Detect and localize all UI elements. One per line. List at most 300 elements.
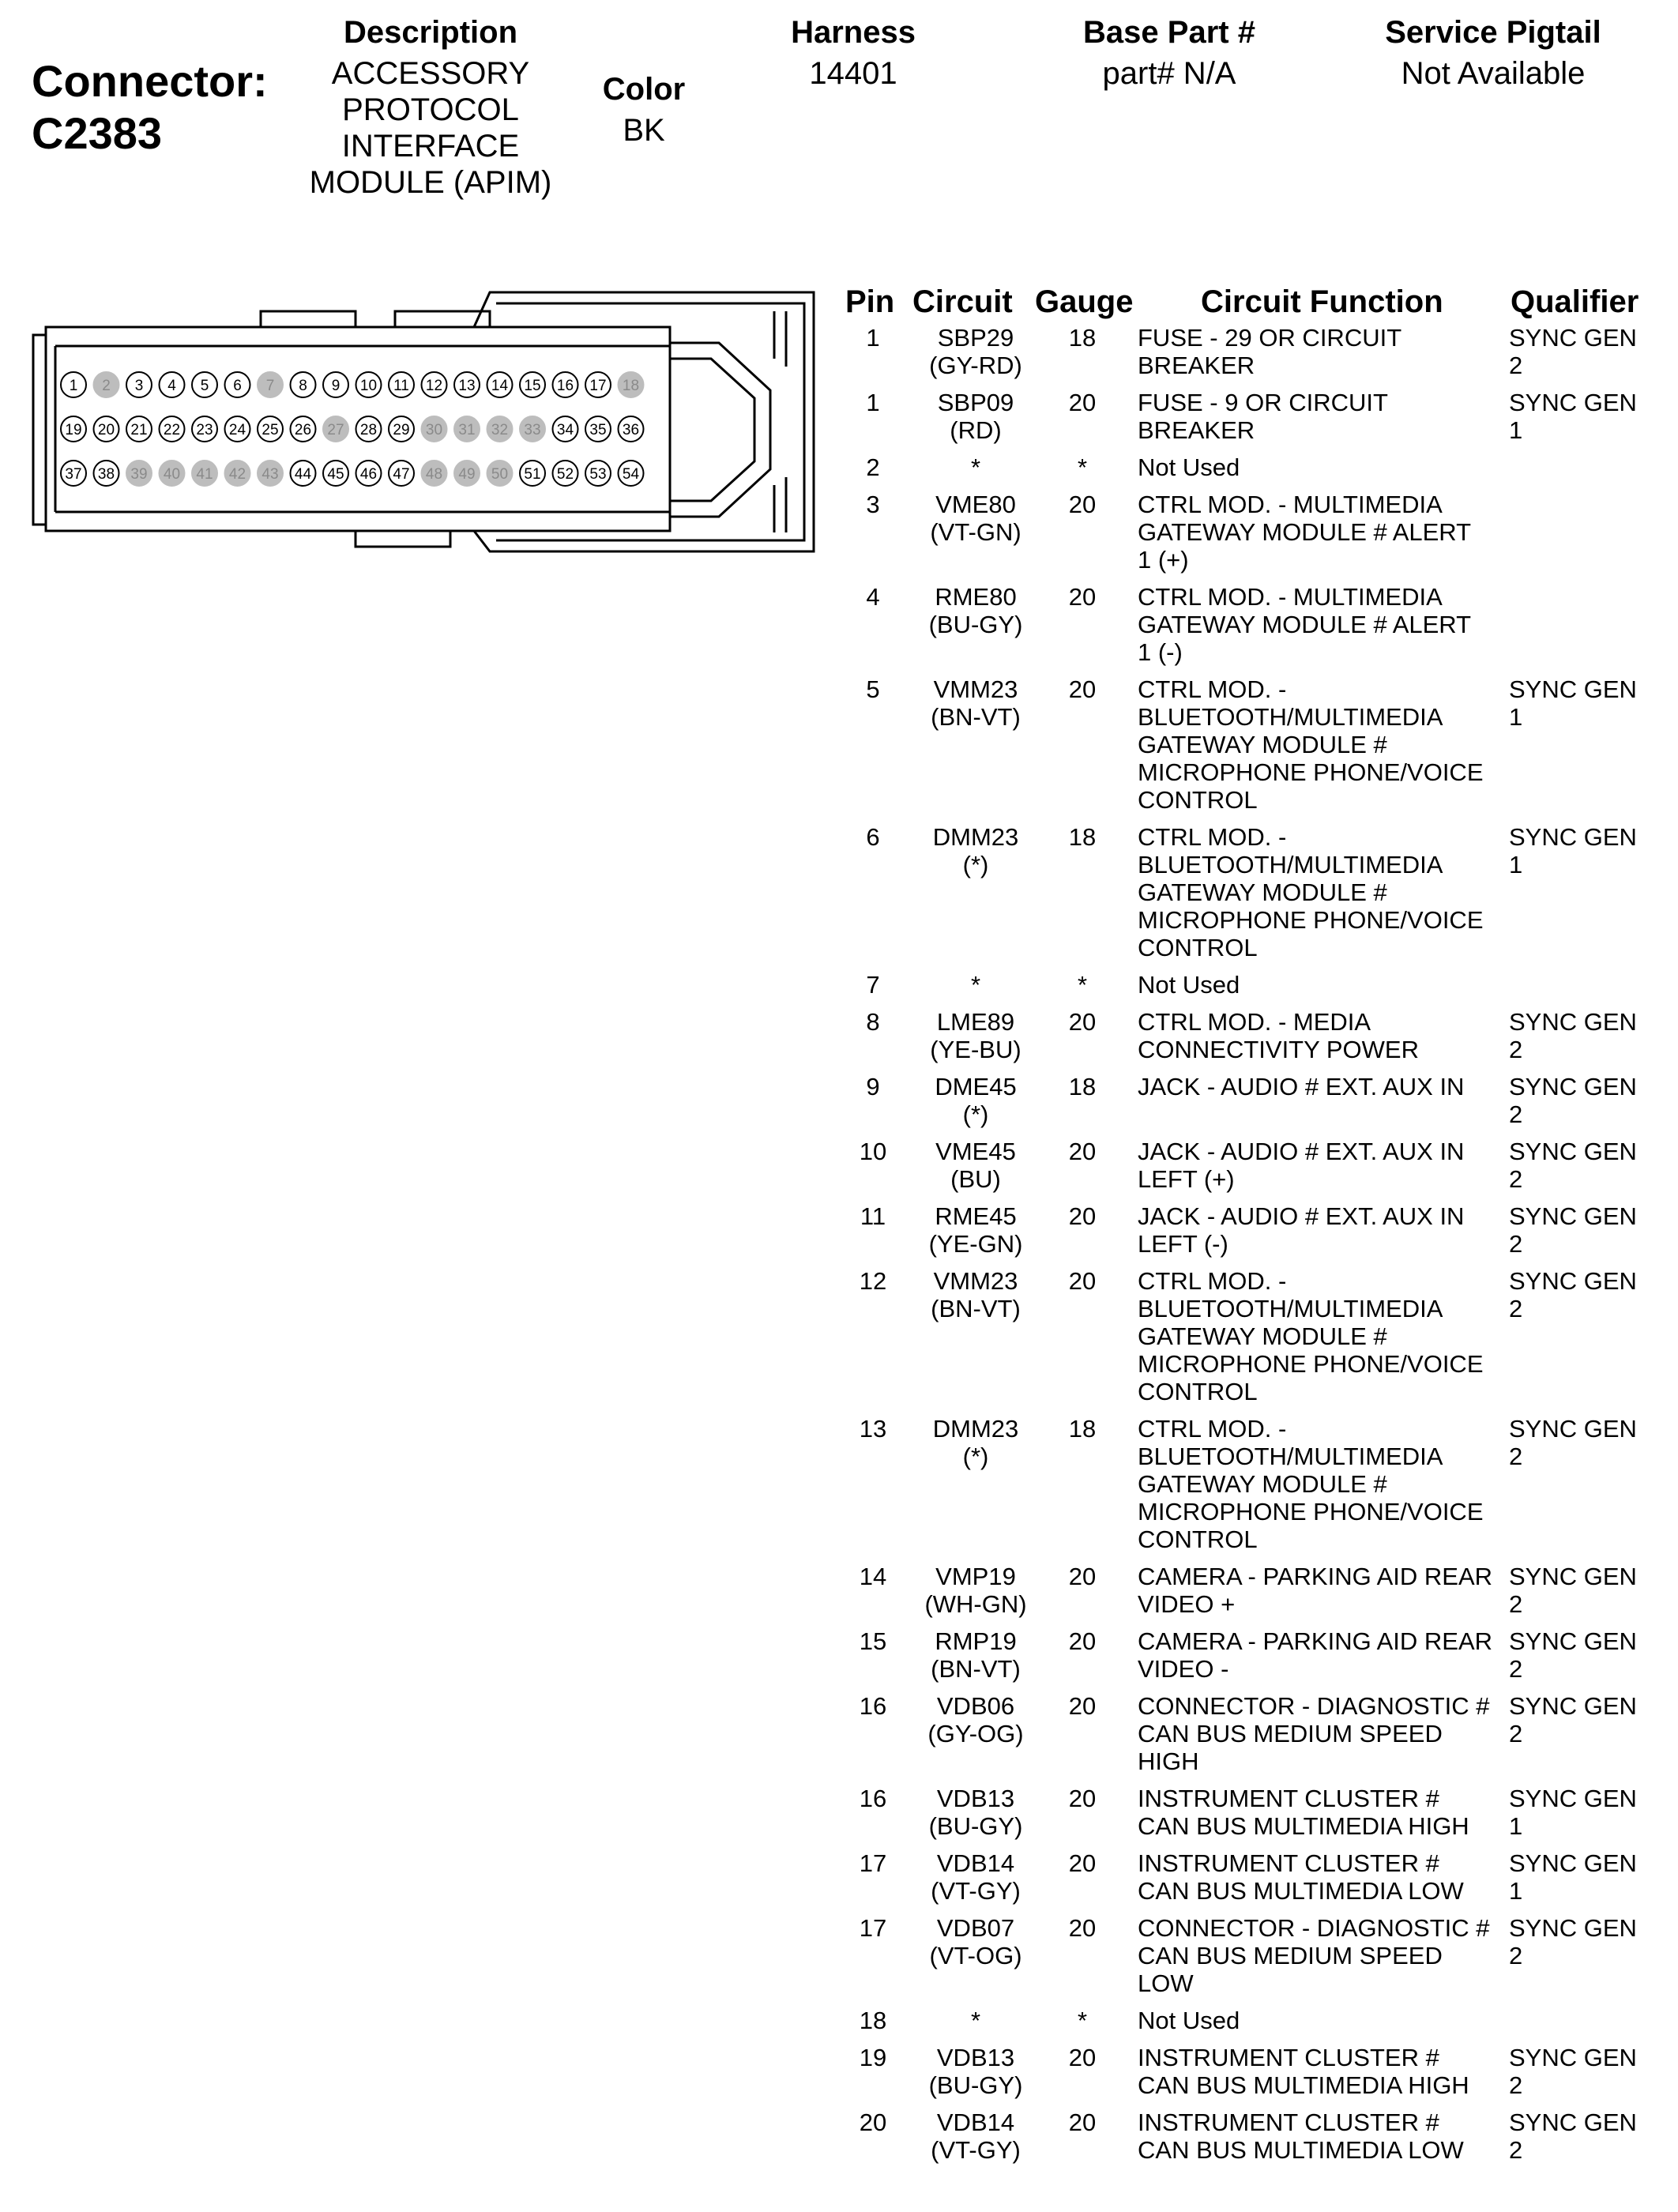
cell-line: VDB13 (936, 1785, 1015, 1812)
cell-line: DMM23 (932, 823, 1019, 851)
cell-line: (GY-RD) (929, 352, 1022, 379)
cell-line: VMP19 (935, 1563, 1016, 1590)
pin-number: 43 (261, 466, 279, 483)
function-cell (1138, 389, 1509, 444)
circuit-cell (912, 389, 1039, 444)
circuit-cell (912, 2109, 1039, 2164)
pin-number: 14 (491, 378, 509, 394)
connector-pin-3 (126, 372, 152, 397)
gauge-cell: 20 (1068, 389, 1097, 416)
table-row (845, 1563, 1675, 1618)
cell-line: GATEWAY MODULE # (1138, 731, 1387, 758)
table-row (845, 1627, 1675, 1683)
table-header (845, 284, 1675, 324)
connector-pin-43 (258, 461, 283, 486)
cell-line: BREAKER (1138, 416, 1255, 444)
connector-pin-28 (356, 416, 382, 442)
cell-line: SYNC GEN (1509, 1563, 1637, 1590)
pin-number: 54 (622, 466, 640, 483)
cell-line: CONNECTIVITY POWER (1138, 1036, 1419, 1063)
table-row (845, 971, 1675, 999)
gauge-cell: 18 (1068, 1073, 1097, 1100)
table-row (845, 2109, 1675, 2164)
circuit-cell (912, 971, 1039, 999)
cell-line: VDB06 (936, 1692, 1015, 1720)
pin-number: 26 (294, 422, 312, 438)
connector-pin-42 (225, 461, 250, 486)
pin-cell: 1 (866, 389, 880, 416)
function-cell (1138, 1073, 1509, 1100)
table-row (845, 2044, 1675, 2099)
cell-line: (*) (962, 851, 989, 878)
table-row (845, 1267, 1675, 1405)
cell-line: SBP09 (937, 389, 1014, 416)
connector-pin-33 (520, 416, 545, 442)
cell-line: RME45 (935, 1202, 1017, 1230)
cell-line: GATEWAY MODULE # (1138, 878, 1387, 906)
pin-number: 34 (556, 422, 574, 438)
table-row (845, 1138, 1675, 1193)
cell-line: VDB14 (936, 1849, 1015, 1877)
connector-pin-13 (454, 372, 480, 397)
cell-line: SYNC GEN (1509, 1138, 1637, 1165)
cell-line: VIDEO - (1138, 1655, 1229, 1683)
circuit-cell (912, 491, 1039, 546)
cell-line: LEFT (+) (1138, 1165, 1235, 1193)
cell-line: (BU-GY) (928, 611, 1023, 638)
cell-line: LEFT (-) (1138, 1230, 1228, 1258)
connector-pin-31 (454, 416, 480, 442)
cell-line: 1 (1509, 851, 1523, 878)
connector-left-tab (33, 335, 46, 525)
qualifier-cell (1509, 1849, 1675, 1905)
circuit-cell (912, 1563, 1039, 1618)
pin-number: 10 (359, 378, 378, 394)
color-value: BK (623, 113, 665, 148)
cell-line: 2 (1509, 1655, 1523, 1683)
qualifier-cell (1509, 1914, 1675, 1969)
qualifier-cell (1509, 1563, 1675, 1618)
cell-line: MICROPHONE PHONE/VOICE (1138, 1350, 1484, 1378)
connector-pin-36 (619, 416, 644, 442)
cell-line: SYNC GEN (1509, 1692, 1637, 1720)
cell-line: (VT-GY) (931, 1877, 1021, 1905)
pin-number: 41 (196, 466, 213, 483)
connector-pin-52 (553, 461, 578, 486)
gauge-cell: 20 (1068, 1692, 1097, 1720)
pin-cell: 18 (859, 2007, 887, 2034)
qualifier-cell (1509, 389, 1675, 444)
pin-cell: 15 (859, 1627, 887, 1655)
pin-number: 37 (65, 466, 82, 483)
cell-line: VME80 (935, 491, 1016, 518)
cell-line: VME45 (935, 1138, 1016, 1165)
connector-pin-21 (126, 416, 152, 442)
cell-line: CONTROL (1138, 1525, 1258, 1553)
cell-line: VMM23 (933, 1267, 1018, 1295)
function-cell (1138, 971, 1509, 999)
pin-cell: 12 (859, 1267, 887, 1295)
function-cell (1138, 1563, 1509, 1618)
connector-pin-24 (225, 416, 250, 442)
connector-pin-6 (225, 372, 250, 397)
function-cell (1138, 675, 1509, 814)
pin-number: 13 (458, 378, 476, 394)
cell-line: MICROPHONE PHONE/VOICE (1138, 758, 1484, 786)
cell-line: (BN-VT) (931, 703, 1021, 731)
pin-cell: 9 (866, 1073, 880, 1100)
cell-line: 2 (1509, 1295, 1523, 1322)
cell-line: INSTRUMENT CLUSTER # (1138, 1785, 1439, 1812)
pin-number: 19 (65, 422, 82, 438)
pin-number: 33 (524, 422, 541, 438)
circuit-cell (912, 1785, 1039, 1840)
cell-line: MICROPHONE PHONE/VOICE (1138, 1498, 1484, 1525)
connector-pin-51 (520, 461, 545, 486)
table-row (845, 823, 1675, 961)
cell-line: CAMERA - PARKING AID REAR (1138, 1563, 1493, 1590)
connector-label-block (32, 55, 268, 160)
circuit-cell (912, 1849, 1039, 1905)
gauge-cell: 18 (1068, 324, 1097, 352)
cell-line: VDB13 (936, 2044, 1015, 2071)
pin-cell: 6 (866, 823, 880, 851)
pin-cell: 17 (859, 1849, 887, 1877)
circuit-cell (912, 1415, 1039, 1470)
cell-line: (VT-GY) (931, 2136, 1021, 2164)
cell-line: LOW (1138, 1969, 1194, 1997)
cell-line: SYNC GEN (1509, 1008, 1637, 1036)
pin-number: 49 (458, 466, 476, 483)
connector-pin-45 (323, 461, 348, 486)
pin-number: 27 (327, 422, 344, 438)
cell-line: CONNECTOR - DIAGNOSTIC # (1138, 1692, 1490, 1720)
cell-line: BLUETOOTH/MULTIMEDIA (1138, 1443, 1443, 1470)
qualifier-cell (1509, 1785, 1675, 1840)
table-row (845, 1849, 1675, 1905)
connector-pin-44 (291, 461, 316, 486)
cell-line: BLUETOOTH/MULTIMEDIA (1138, 1295, 1443, 1322)
pin-number: 9 (331, 378, 340, 394)
connector-label: Connector: (32, 56, 268, 106)
cell-line: LME89 (936, 1008, 1015, 1036)
header-pin: Pin (845, 284, 895, 319)
cell-line: SYNC GEN (1509, 1627, 1637, 1655)
pin-number: 25 (261, 422, 279, 438)
pin-number: 53 (589, 466, 607, 483)
connector-pin-15 (520, 372, 545, 397)
function-cell (1138, 1008, 1509, 1063)
header-qualifier: Qualifier (1511, 284, 1639, 319)
pin-cell: 16 (859, 1692, 887, 1720)
table-row (845, 1785, 1675, 1840)
circuit-cell (912, 453, 1039, 481)
cell-line: Not Used (1138, 2007, 1240, 2034)
connector-pin-25 (258, 416, 283, 442)
circuit-cell (912, 583, 1039, 638)
function-cell (1138, 1202, 1509, 1258)
cell-line: INSTRUMENT CLUSTER # (1138, 2109, 1439, 2136)
circuit-cell (912, 1692, 1039, 1747)
cell-line: SYNC GEN (1509, 675, 1637, 703)
pin-number: 44 (294, 466, 312, 483)
table-row (845, 1415, 1675, 1553)
cell-line: CAMERA - PARKING AID REAR (1138, 1627, 1493, 1655)
pin-number: 48 (425, 466, 443, 483)
connector-pin-47 (389, 461, 414, 486)
cell-line: FUSE - 29 OR CIRCUIT (1138, 324, 1402, 352)
cell-line: CTRL MOD. - MULTIMEDIA (1138, 583, 1443, 611)
cell-line: SYNC GEN (1509, 2109, 1637, 2136)
circuit-cell (912, 324, 1039, 379)
connector-pin-1 (61, 372, 86, 397)
table-row (845, 1692, 1675, 1775)
cell-line: BLUETOOTH/MULTIMEDIA (1138, 703, 1443, 731)
cell-line: (YE-BU) (930, 1036, 1021, 1063)
cell-line: (BU-GY) (928, 2071, 1023, 2099)
qualifier-cell (1509, 675, 1675, 731)
gauge-cell: 20 (1068, 2044, 1097, 2071)
gauge-cell: 18 (1068, 1415, 1097, 1443)
circuit-cell (912, 1073, 1039, 1128)
cell-line: SYNC GEN (1509, 1415, 1637, 1443)
pin-number: 1 (69, 378, 78, 394)
cell-line: 1 (1509, 416, 1523, 444)
cell-line: 2 (1509, 352, 1523, 379)
function-cell (1138, 2007, 1509, 2034)
description-line: PROTOCOL (342, 92, 519, 127)
qualifier-cell (1509, 1008, 1675, 1063)
cell-line: BLUETOOTH/MULTIMEDIA (1138, 851, 1443, 878)
cell-line: FUSE - 9 OR CIRCUIT (1138, 389, 1388, 416)
pin-number: 2 (102, 378, 111, 394)
cell-line: 2 (1509, 1443, 1523, 1470)
pin-cell: 10 (859, 1138, 887, 1165)
function-cell (1138, 1627, 1509, 1683)
function-cell (1138, 1692, 1509, 1775)
table-row (845, 1202, 1675, 1258)
service-pigtail-value: Not Available (1401, 56, 1586, 91)
cell-line: (BU) (950, 1165, 1001, 1193)
pin-number: 21 (130, 422, 148, 438)
function-cell (1138, 1138, 1509, 1193)
cell-line: (RD) (950, 416, 1002, 444)
qualifier-cell (1509, 324, 1675, 379)
connector-pin-8 (291, 372, 316, 397)
cell-line: Not Used (1138, 971, 1240, 999)
circuit-cell (912, 1008, 1039, 1063)
description-line: MODULE (APIM) (309, 165, 552, 200)
connector-pin-39 (126, 461, 152, 486)
gauge-cell: 18 (1068, 823, 1097, 851)
cell-line: (BN-VT) (931, 1295, 1021, 1322)
cell-line: VMM23 (933, 675, 1018, 703)
connector-pin-46 (356, 461, 382, 486)
connector-bottom-rib (356, 531, 450, 547)
cell-line: RME80 (935, 583, 1017, 611)
cell-line: RMP19 (935, 1627, 1017, 1655)
gauge-cell: 20 (1068, 2109, 1097, 2136)
cell-line: * (970, 2007, 981, 2034)
qualifier-cell (1509, 1202, 1675, 1258)
cell-line: CONTROL (1138, 934, 1258, 961)
pin-number: 18 (622, 378, 640, 394)
table-row (845, 389, 1675, 444)
cell-line: CAN BUS MEDIUM SPEED (1138, 1942, 1443, 1969)
cell-line: CTRL MOD. - (1138, 823, 1287, 851)
function-cell (1138, 1914, 1509, 1997)
connector-pin-37 (61, 461, 86, 486)
gauge-cell: 20 (1068, 1563, 1097, 1590)
connector-pin-54 (619, 461, 644, 486)
pin-number: 6 (233, 378, 242, 394)
pin-number: 17 (589, 378, 607, 394)
cell-line: GATEWAY MODULE # ALERT (1138, 611, 1472, 638)
pin-number: 22 (163, 422, 181, 438)
cell-line: HIGH (1138, 1747, 1199, 1775)
pin-number: 38 (97, 466, 115, 483)
color-title: Color (602, 72, 686, 107)
circuit-cell (912, 2007, 1039, 2034)
function-cell (1138, 1849, 1509, 1905)
table-row (845, 675, 1675, 814)
cell-line: SYNC GEN (1509, 1785, 1637, 1812)
qualifier-cell (1509, 1267, 1675, 1322)
cell-line: 2 (1509, 1942, 1523, 1969)
pin-number: 42 (228, 466, 246, 483)
pin-cell: 1 (866, 324, 880, 352)
connector-pin-38 (94, 461, 119, 486)
pin-cell: 2 (866, 453, 880, 481)
cell-line: INSTRUMENT CLUSTER # (1138, 2044, 1439, 2071)
gauge-cell: 20 (1068, 1138, 1097, 1165)
qualifier-cell (1509, 1138, 1675, 1193)
connector-pin-27 (323, 416, 348, 442)
cell-line: 2 (1509, 1590, 1523, 1618)
connector-pin-34 (553, 416, 578, 442)
table-row (845, 1914, 1675, 1997)
cell-line: VIDEO + (1138, 1590, 1236, 1618)
pin-number: 4 (167, 378, 176, 394)
circuit-cell (912, 675, 1039, 731)
pin-cell: 13 (859, 1415, 887, 1443)
service-pigtail-column (1351, 9, 1635, 92)
pin-number: 36 (622, 422, 640, 438)
gauge-cell: 20 (1068, 1267, 1097, 1295)
circuit-cell (912, 1914, 1039, 1969)
connector-pin-26 (291, 416, 316, 442)
cell-line: (*) (962, 1100, 989, 1128)
cell-line: SBP29 (937, 324, 1014, 352)
connector-pin-49 (454, 461, 480, 486)
qualifier-cell (1509, 1073, 1675, 1128)
connector-id: C2383 (32, 108, 163, 158)
qualifier-cell (1509, 823, 1675, 878)
description-line: INTERFACE (341, 129, 520, 164)
harness-title: Harness (791, 15, 916, 50)
pin-number: 28 (359, 422, 378, 438)
gauge-cell: 20 (1068, 1202, 1097, 1230)
color-column (577, 66, 711, 149)
description-title: Description (343, 15, 518, 50)
pin-cell: 4 (866, 583, 880, 611)
cell-line: GATEWAY MODULE # ALERT (1138, 518, 1472, 546)
harness-value: 14401 (809, 56, 897, 91)
cell-line: 2 (1509, 1230, 1523, 1258)
table-row (845, 2007, 1675, 2034)
pin-cell: 5 (866, 675, 880, 703)
qualifier-cell (1509, 2044, 1675, 2099)
cell-line: (GY-OG) (927, 1720, 1024, 1747)
circuit-cell (912, 823, 1039, 878)
pin-number: 40 (163, 466, 181, 483)
connector-top-rib (261, 311, 356, 327)
table-row (845, 1073, 1675, 1128)
description-line: ACCESSORY (331, 56, 530, 91)
circuit-cell (912, 1627, 1039, 1683)
pin-number: 15 (524, 378, 541, 394)
pin-number: 5 (200, 378, 209, 394)
connector-pin-11 (389, 372, 414, 397)
cell-line: 2 (1509, 1720, 1523, 1747)
pin-cell: 7 (866, 971, 880, 999)
gauge-cell: 20 (1068, 583, 1097, 611)
gauge-cell: * (1077, 971, 1088, 999)
connector-pin-9 (323, 372, 348, 397)
table-row (845, 324, 1675, 379)
pin-cell: 3 (866, 491, 880, 518)
pin-number: 30 (425, 422, 443, 438)
pin-number: 35 (589, 422, 607, 438)
connector-pin-7 (258, 372, 283, 397)
connector-pin-32 (487, 416, 513, 442)
pin-number: 50 (491, 466, 509, 483)
pin-cell: 11 (860, 1202, 886, 1230)
connector-pin-20 (94, 416, 119, 442)
qualifier-cell (1509, 2109, 1675, 2164)
function-cell (1138, 1267, 1509, 1405)
connector-pin-50 (487, 461, 513, 486)
gauge-cell: 20 (1068, 1914, 1097, 1942)
connector-pin-40 (160, 461, 185, 486)
cell-line: VDB07 (936, 1914, 1015, 1942)
cell-line: 2 (1509, 1165, 1523, 1193)
cell-line: * (970, 971, 981, 999)
circuit-cell (912, 1202, 1039, 1258)
function-cell (1138, 823, 1509, 961)
pin-cell: 16 (859, 1785, 887, 1812)
description-column (284, 9, 577, 201)
pin-number: 12 (425, 378, 443, 394)
description-value (284, 55, 577, 201)
cell-line: CONTROL (1138, 786, 1258, 814)
cell-line: DME45 (935, 1073, 1017, 1100)
connector-face-diagram (32, 288, 822, 556)
cell-line: 1 (1509, 1877, 1523, 1905)
cell-line: SYNC GEN (1509, 1073, 1637, 1100)
circuit-cell (912, 2044, 1039, 2099)
pin-cell: 20 (859, 2109, 887, 2136)
function-cell (1138, 1785, 1509, 1840)
service-pigtail-title: Service Pigtail (1385, 15, 1601, 50)
pin-number: 8 (299, 378, 307, 394)
cell-line: SYNC GEN (1509, 2044, 1637, 2071)
table-row (845, 491, 1675, 574)
cell-line: (BN-VT) (931, 1655, 1021, 1683)
table-row (845, 453, 1675, 481)
connector-pin-29 (389, 416, 414, 442)
cell-line: 1 (1509, 1812, 1523, 1840)
